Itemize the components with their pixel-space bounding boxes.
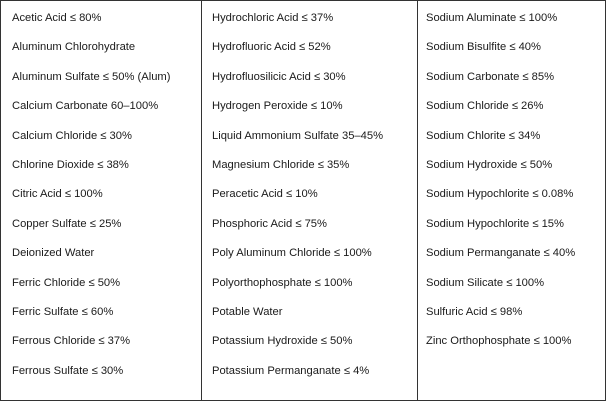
chemical-item: Calcium Chloride ≤ 30% xyxy=(12,129,132,142)
chemical-item: Potassium Permanganate ≤ 4% xyxy=(212,364,370,377)
chemical-item: Deionized Water xyxy=(12,247,95,260)
chemical-item: Polyorthophosphate ≤ 100% xyxy=(212,276,353,289)
chemical-item: Ferric Sulfate ≤ 60% xyxy=(12,306,114,318)
chemical-item: Zinc Orthophosphate ≤ 100% xyxy=(426,335,572,348)
chemical-item: Hydrochloric Acid ≤ 37% xyxy=(212,12,334,24)
chemical-item: Sodium Bisulfite ≤ 40% xyxy=(426,41,541,54)
column-3 xyxy=(417,1,605,400)
column-1 xyxy=(1,1,201,400)
chemical-item: Sulfuric Acid ≤ 98% xyxy=(426,306,523,318)
chemical-item: Phosphoric Acid ≤ 75% xyxy=(212,217,327,230)
chemical-item: Sodium Chlorite ≤ 34% xyxy=(426,129,541,142)
chemical-item: Acetic Acid ≤ 80% xyxy=(12,12,102,24)
chemical-item: Sodium Chloride ≤ 26% xyxy=(426,100,544,113)
chemical-item: Sodium Aluminate ≤ 100% xyxy=(426,12,558,24)
chemical-item: Hydrofluosilicic Acid ≤ 30% xyxy=(212,70,346,83)
chemical-item: Potassium Hydroxide ≤ 50% xyxy=(212,335,353,348)
chemical-item: Ferrous Chloride ≤ 37% xyxy=(12,335,131,348)
chemical-item: Liquid Ammonium Sulfate 35–45% xyxy=(212,129,384,142)
chemical-item: Copper Sulfate ≤ 25% xyxy=(12,217,122,230)
chemical-item: Aluminum Sulfate ≤ 50% (Alum) xyxy=(12,70,171,83)
chemical-item: Sodium Silicate ≤ 100% xyxy=(426,276,545,289)
chemical-item: Sodium Hypochlorite ≤ 0.08% xyxy=(426,188,574,201)
column-2 xyxy=(201,1,417,400)
chemical-item: Chlorine Dioxide ≤ 38% xyxy=(12,159,129,171)
chemical-item: Magnesium Chloride ≤ 35% xyxy=(212,159,350,171)
chemical-item: Ferric Chloride ≤ 50% xyxy=(12,276,121,289)
chemical-item: Poly Aluminum Chloride ≤ 100% xyxy=(212,247,372,260)
chemical-item: Peracetic Acid ≤ 10% xyxy=(212,188,318,201)
chemical-item: Potable Water xyxy=(212,306,283,318)
chemical-item: Sodium Hypochlorite ≤ 15% xyxy=(426,217,564,230)
chemical-item: Citric Acid ≤ 100% xyxy=(12,188,103,201)
chemical-item: Hydrofluoric Acid ≤ 52% xyxy=(212,41,331,54)
chemical-item: Sodium Hydroxide ≤ 50% xyxy=(426,159,553,171)
chemical-item: Ferrous Sulfate ≤ 30% xyxy=(12,364,124,377)
chemical-item: Sodium Permanganate ≤ 40% xyxy=(426,247,576,260)
chemical-item: Aluminum Chlorohydrate xyxy=(12,41,136,54)
chemical-item: Hydrogen Peroxide ≤ 10% xyxy=(212,100,343,113)
chemical-item: Sodium Carbonate ≤ 85% xyxy=(426,70,555,83)
chemical-item: Calcium Carbonate 60–100% xyxy=(12,100,159,113)
